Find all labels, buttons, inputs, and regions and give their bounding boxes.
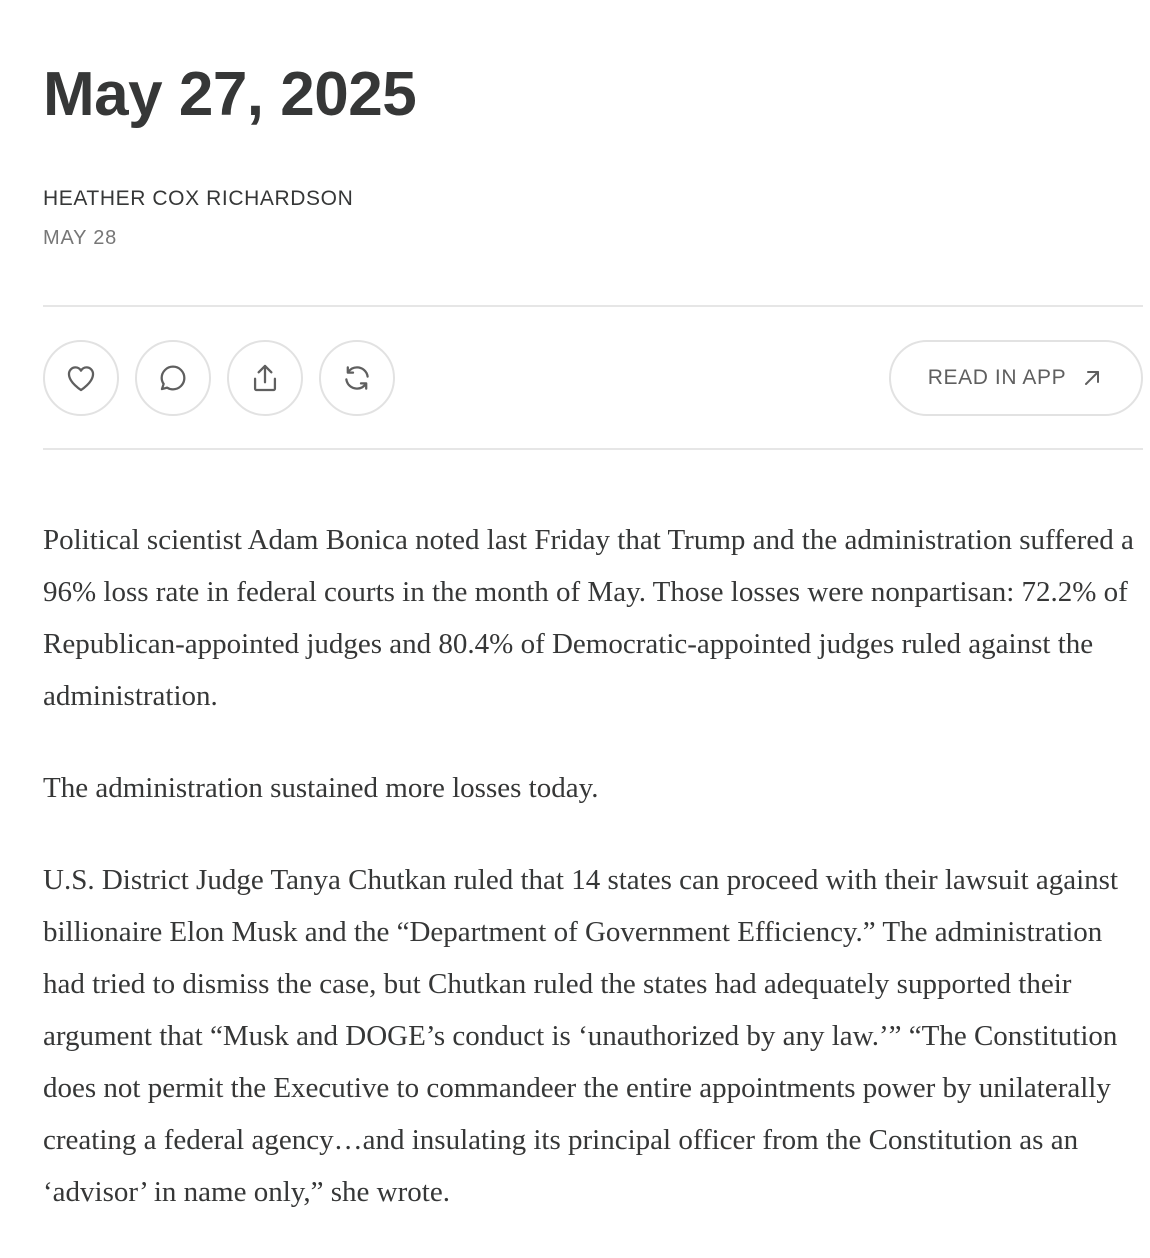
post-date: MAY 28 bbox=[43, 227, 118, 249]
speech-bubble-icon bbox=[156, 361, 190, 395]
share-upload-icon bbox=[248, 361, 282, 395]
restack-button[interactable] bbox=[319, 340, 395, 416]
read-in-app-button[interactable] bbox=[889, 340, 1143, 416]
post-title: May 27, 2025 bbox=[43, 60, 417, 129]
divider-top bbox=[43, 305, 1143, 307]
body-paragraph: U.S. District Judge Tanya Chutkan ruled that 14 states can proceed with their lawsuit against billionaire Elon Musk and the “Department of Government Efficiency.” The administration had tried to dismiss the case, but Chutkan ruled the states had adequately supported their argument that “Musk and DOGE’s conduct is ‘unauthorized by any law.’” “The Constitution does not permit the Executive to commandeer the entire appointments power by unilaterally creating a federal agency…and insulating its principal officer from the Constitution as an ‘advisor’ in name only,” she wrote. bbox=[43, 864, 1119, 1208]
like-button[interactable] bbox=[43, 340, 119, 416]
read-in-app-label: READ IN APP bbox=[927, 366, 1067, 389]
refresh-arrows-icon bbox=[340, 361, 374, 395]
post-action-bar bbox=[43, 340, 1143, 416]
comment-button[interactable] bbox=[135, 340, 211, 416]
heart-icon bbox=[64, 361, 98, 395]
share-button[interactable] bbox=[227, 340, 303, 416]
divider-bottom bbox=[43, 448, 1143, 450]
body-paragraph: Political scientist Adam Bonica noted last Friday that Trump and the administration suffered a 96% loss rate in federal courts in the month of May. Those losses were nonpartisan: 72.2% of Republican-appointed judges and 80.4% of Democratic-appointed judges ruled against the administration. bbox=[43, 524, 1134, 712]
arrow-up-right-icon bbox=[1080, 366, 1104, 390]
author-name[interactable]: HEATHER COX RICHARDSON bbox=[43, 187, 354, 210]
body-paragraph: The administration sustained more losses today. bbox=[43, 772, 599, 804]
post-body bbox=[43, 514, 1143, 1258]
